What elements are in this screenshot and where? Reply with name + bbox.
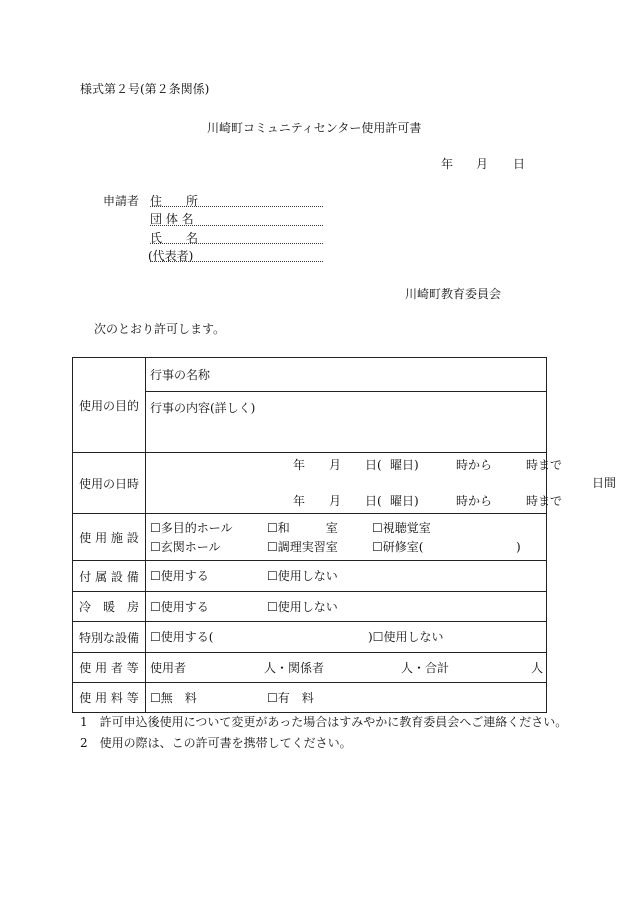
permit-table xyxy=(72,357,617,713)
date-month: 月 xyxy=(476,157,489,171)
special-label: 特別な設備 xyxy=(73,622,146,653)
applicant-label: 申請者 xyxy=(103,194,140,208)
intro-text: 次のとおり許可します。 xyxy=(94,322,226,336)
representative-label: (代表者) xyxy=(148,249,194,263)
row-aircon xyxy=(73,592,547,622)
facility-label: 使 用 施 設 xyxy=(73,514,146,561)
row-special xyxy=(73,622,547,653)
fee-cell xyxy=(146,683,547,713)
address-line[interactable] xyxy=(150,206,323,207)
event-detail-label: 行事の内容(詳しく) xyxy=(150,401,256,415)
row-purpose xyxy=(73,358,547,453)
name-line[interactable] xyxy=(150,243,323,244)
purpose-cell[interactable] xyxy=(146,358,547,453)
facility-training-close: ) xyxy=(516,540,521,554)
dt2-day: 日( xyxy=(365,494,382,508)
row-datetime xyxy=(73,453,547,514)
dt1-month: 月 xyxy=(329,458,342,472)
dt2-month: 月 xyxy=(329,494,342,508)
users-cell[interactable] xyxy=(146,653,547,683)
dt2-weekday: 曜日) xyxy=(390,494,419,508)
facility-japanese-room[interactable]: ☐和 室 xyxy=(267,521,338,535)
aircon-use-checkbox[interactable]: ☐使用する xyxy=(150,600,209,614)
equipment-nouse-checkbox[interactable]: ☐使用しない xyxy=(267,569,338,583)
address-label: 住 所 xyxy=(150,194,199,208)
special-cell xyxy=(146,622,547,653)
purpose-label: 使用の目的 xyxy=(73,358,146,453)
row-equipment xyxy=(73,561,547,592)
date-year: 年 xyxy=(441,157,454,171)
dt-duration: 日間 xyxy=(592,476,617,490)
dt1-day: 日( xyxy=(365,458,382,472)
aircon-cell xyxy=(146,592,547,622)
document-title: 川崎町コミュニティセンター使用許可書 xyxy=(207,121,422,135)
facility-entrance-hall[interactable]: ☐玄関ホール xyxy=(150,540,221,554)
dt2-year: 年 xyxy=(293,494,306,508)
facility-training-room[interactable]: ☐研修室( xyxy=(372,540,424,554)
note-2: 2 使用の際は、この許可書を携帯してください。 xyxy=(80,736,352,750)
event-name-label: 行事の名称 xyxy=(150,368,211,382)
dt2-to: 時まで xyxy=(526,494,563,508)
unit-text: 人 xyxy=(531,661,544,675)
facility-av-room[interactable]: ☐視聴覚室 xyxy=(372,521,431,535)
users-text: 使用者 xyxy=(150,661,187,675)
fee-free-checkbox[interactable]: ☐無 料 xyxy=(150,691,197,705)
date-day: 日 xyxy=(513,157,526,171)
dt1-to: 時まで xyxy=(526,458,563,472)
equipment-use-checkbox[interactable]: ☐使用する xyxy=(150,569,209,583)
note-1: 1 許可申込後使用について変更があった場合はすみやかに教育委員会へご連絡ください。 xyxy=(80,715,568,729)
facility-cooking-room[interactable]: ☐調理実習室 xyxy=(267,540,338,554)
special-use-checkbox[interactable]: ☐使用する( xyxy=(150,630,214,644)
facility-cell xyxy=(146,514,547,561)
datetime-label: 使用の日時 xyxy=(73,453,146,514)
dt1-weekday: 曜日) xyxy=(390,458,419,472)
row-users xyxy=(73,653,547,683)
dt2-from: 時から xyxy=(456,494,493,508)
facility-multipurpose-hall[interactable]: ☐多目的ホール xyxy=(150,521,233,535)
issuer: 川崎町教育委員会 xyxy=(405,287,502,301)
fee-label: 使 用 料 等 xyxy=(73,683,146,713)
group-label: 団 体 名 xyxy=(150,212,194,226)
total-text: 人・合計 xyxy=(401,661,450,675)
equipment-cell xyxy=(146,561,547,592)
aircon-label: 冷 暖 房 xyxy=(73,592,146,622)
users-label: 使 用 者 等 xyxy=(73,653,146,683)
equipment-label: 付 属 設 備 xyxy=(73,561,146,592)
form-number: 様式第２号(第２条関係) xyxy=(80,82,210,96)
name-label: 氏 名 xyxy=(150,231,199,245)
row-facility xyxy=(73,514,547,561)
datetime-cell[interactable] xyxy=(146,453,617,514)
group-line[interactable] xyxy=(150,225,323,226)
dt1-year: 年 xyxy=(293,458,306,472)
row-fee xyxy=(73,683,547,713)
purpose-divider xyxy=(146,391,546,392)
special-nouse-checkbox[interactable]: )☐使用しない xyxy=(368,630,444,644)
fee-paid-checkbox[interactable]: ☐有 料 xyxy=(267,691,314,705)
representative-line[interactable] xyxy=(150,261,323,262)
related-text: 人・関係者 xyxy=(264,661,325,675)
dt1-from: 時から xyxy=(456,458,493,472)
aircon-nouse-checkbox[interactable]: ☐使用しない xyxy=(267,600,338,614)
